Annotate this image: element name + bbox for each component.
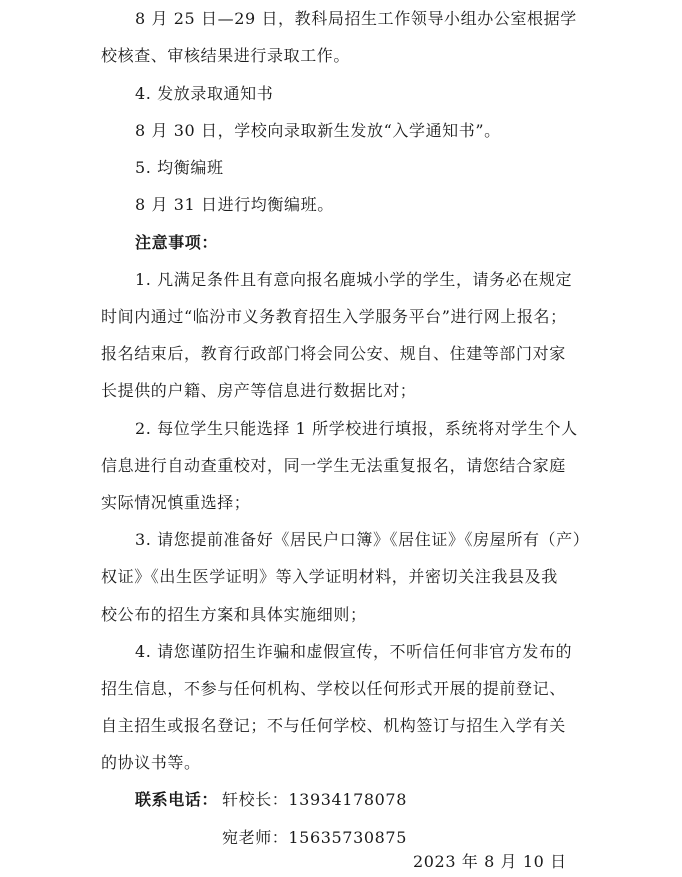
section-heading: 4. 发放录取通知书 — [135, 84, 274, 103]
text-line: 4. 请您谨防招生诈骗和虚假宣传，不听信任何非官方发布的 — [135, 642, 573, 661]
contact-phone: 宛老师：15635730875 — [222, 828, 407, 847]
text-line: 2. 每位学生只能选择 1 所学校进行填报，系统将对学生个人 — [135, 419, 578, 438]
text-line: 3. 请您提前准备好《居民户口簿》《居住证》《房屋所有（产） — [135, 530, 590, 549]
text-line: 8 月 25 日—29 日，教科局招生工作领导小组办公室根据学 — [135, 9, 577, 28]
text-line: 报名结束后，教育行政部门将会同公安、规自、住建等部门对家 — [101, 344, 566, 363]
section-heading: 5. 均衡编班 — [135, 158, 224, 177]
text-line: 8 月 30 日，学校向录取新生发放“入学通知书”。 — [135, 121, 501, 140]
text-line: 权证》《出生医学证明》等入学证明材料，并密切关注我县及我 — [101, 567, 558, 586]
text-line: 8 月 31 日进行均衡编班。 — [135, 195, 334, 214]
text-line: 1. 凡满足条件且有意向报名鹿城小学的学生，请务必在规定 — [135, 270, 573, 289]
document-date: 2023 年 8 月 10 日 — [413, 852, 567, 871]
text-line: 校核查、审核结果进行录取工作。 — [101, 46, 351, 65]
text-line: 自主招生或报名登记；不与任何学校、机构签订与招生入学有关 — [101, 716, 566, 735]
text-line: 的协议书等。 — [101, 753, 201, 772]
text-line: 招生信息，不参与任何机构、学校以任何形式开展的提前登记、 — [101, 679, 566, 698]
text-line: 时间内通过“临汾市义务教育招生入学服务平台”进行网上报名； — [101, 307, 567, 326]
contact-label: 联系电话： — [135, 790, 219, 809]
notes-heading: 注意事项： — [135, 233, 219, 252]
text-line: 校公布的招生方案和具体实施细则； — [101, 605, 367, 624]
text-line: 实际情况慎重选择； — [101, 493, 251, 512]
contact-phone: 轩校长：13934178078 — [222, 790, 407, 809]
text-line: 信息进行自动查重校对，同一学生无法重复报名，请您结合家庭 — [101, 456, 566, 475]
text-line: 长提供的户籍、房产等信息进行数据比对； — [101, 381, 417, 400]
